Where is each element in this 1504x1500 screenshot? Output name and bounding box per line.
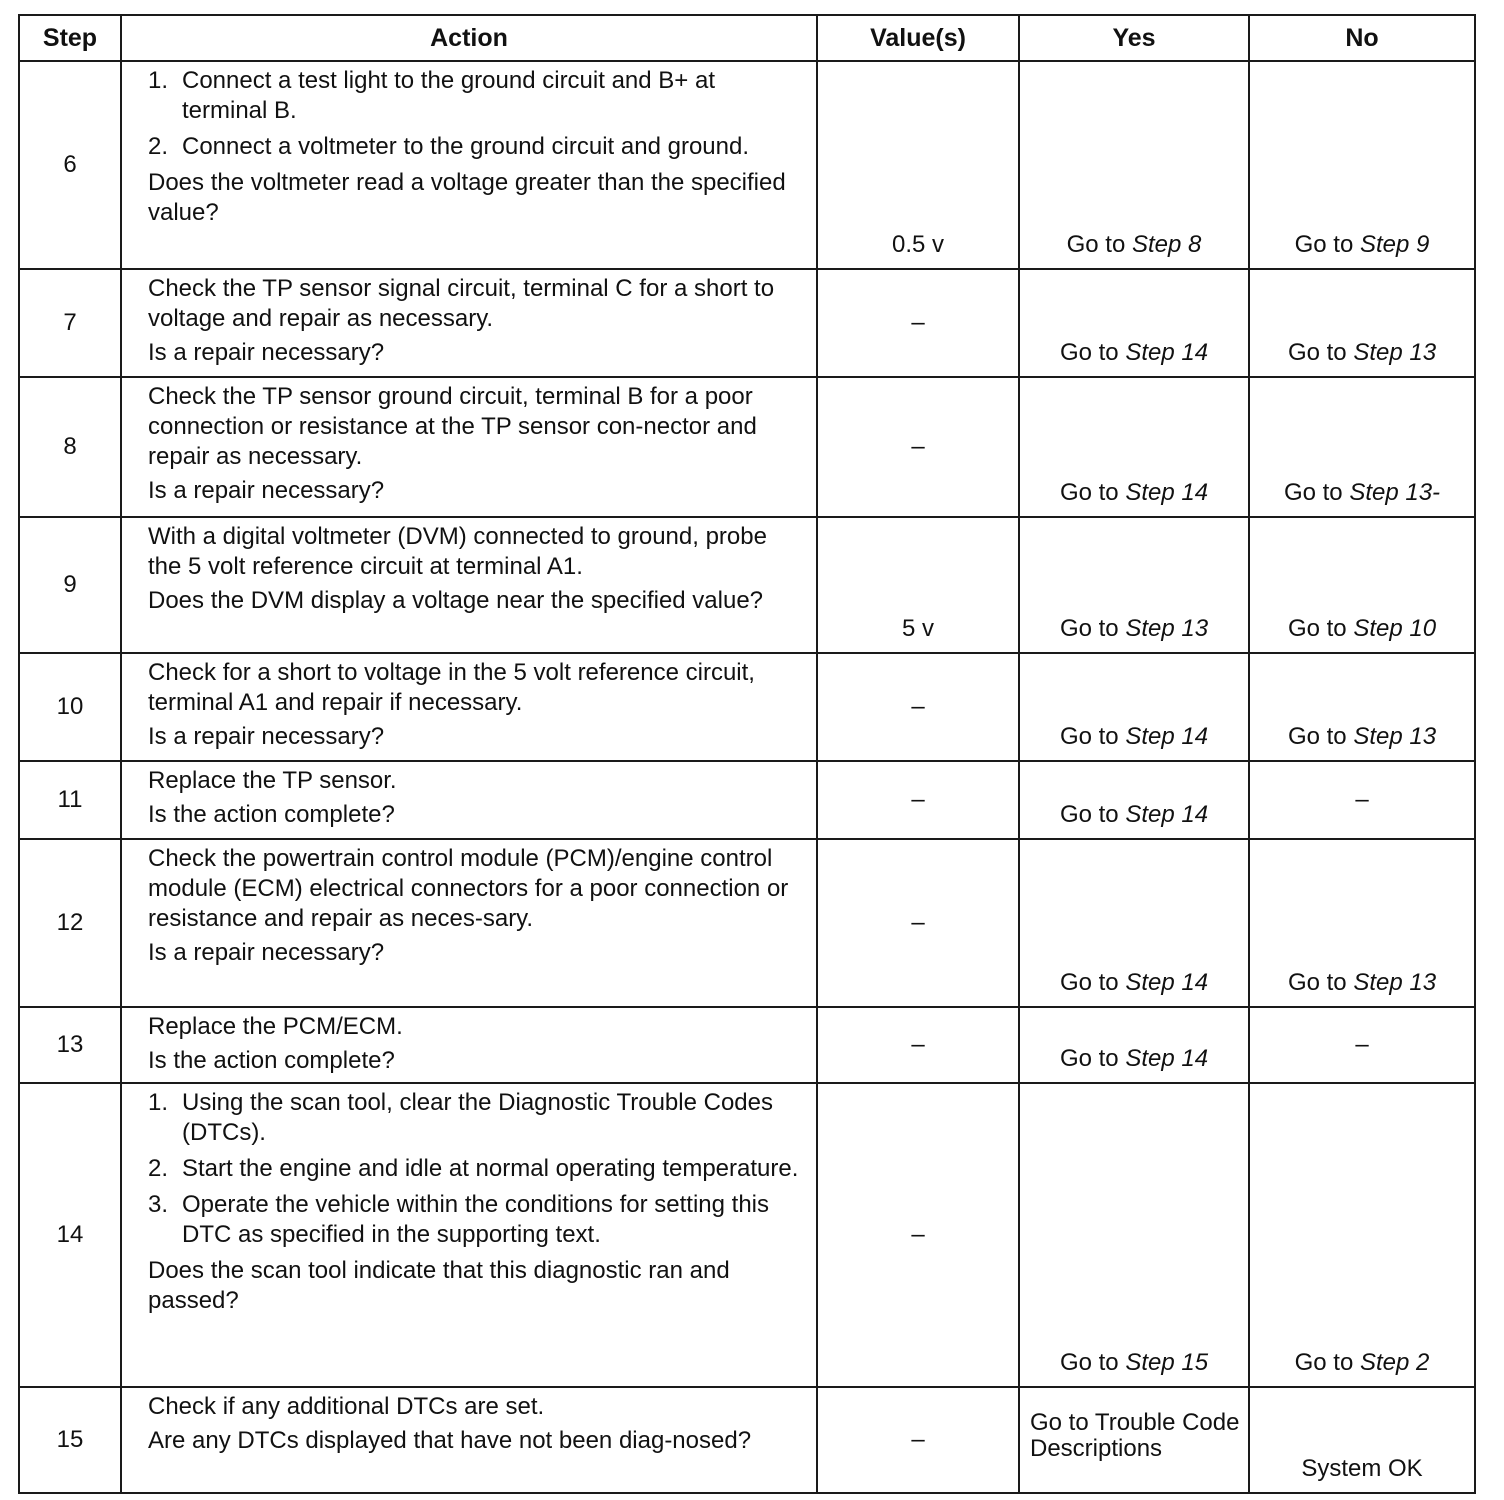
no-cell: Go to Step 13: [1249, 269, 1475, 377]
yes-cell: Go to Trouble Code Descriptions: [1019, 1387, 1249, 1493]
value-cell: –: [817, 377, 1019, 517]
header-step: Step: [19, 15, 121, 61]
no-cell: –: [1249, 1007, 1475, 1083]
action-cell: [121, 761, 817, 839]
list-item: 2. Connect a voltmeter to the ground circuit and ground.: [148, 133, 749, 160]
action-cell: [121, 517, 817, 653]
table-row: [19, 761, 1475, 839]
action-text: Check the TP sensor signal circuit, terminal C for a short to voltage and repair as necessary.: [148, 275, 775, 332]
no-cell: System OK: [1249, 1387, 1475, 1493]
yes-cell: Go to Step 8: [1019, 61, 1249, 269]
step-number: 12: [19, 839, 121, 1007]
yes-cell: Go to Step 14: [1019, 653, 1249, 761]
action-cell: [121, 653, 817, 761]
table-row: [19, 517, 1475, 653]
yes-cell: Go to Step 14: [1019, 761, 1249, 839]
table-row: [19, 377, 1475, 517]
list-item: 2. Start the engine and idle at normal operating temperature.: [148, 1155, 799, 1182]
step-number: 13: [19, 1007, 121, 1083]
list-item: 1. Connect a test light to the ground circuit and B+ at terminal B.: [148, 67, 715, 124]
action-question: Does the voltmeter read a voltage greater than the specified value?: [148, 169, 786, 226]
value-cell: 5 v: [817, 517, 1019, 653]
yes-cell: Go to Step 14: [1019, 1007, 1249, 1083]
table-row: [19, 839, 1475, 1007]
step-number: 6: [19, 61, 121, 269]
action-question: Is the action complete?: [148, 801, 395, 828]
action-question: Are any DTCs displayed that have not been diag-nosed?: [148, 1427, 752, 1454]
action-text: Replace the TP sensor.: [148, 767, 397, 794]
action-text: Check the powertrain control module (PCM)/engine control module (ECM) electrical connectors for a poor connection or resistance and repair as neces-sary.: [148, 845, 789, 932]
no-cell: Go to Step 2: [1249, 1083, 1475, 1387]
table-row: [19, 653, 1475, 761]
header-values: Value(s): [817, 15, 1019, 61]
value-cell: –: [817, 269, 1019, 377]
step-number: 8: [19, 377, 121, 517]
header-no: No: [1249, 15, 1475, 61]
value-cell: –: [817, 839, 1019, 1007]
value-cell: –: [817, 1387, 1019, 1493]
no-cell: Go to Step 9: [1249, 61, 1475, 269]
value-cell: 0.5 v: [817, 61, 1019, 269]
action-cell: [121, 1387, 817, 1493]
yes-cell: Go to Step 13: [1019, 517, 1249, 653]
no-cell: Go to Step 13: [1249, 653, 1475, 761]
action-cell: [121, 61, 817, 269]
action-cell: [121, 1083, 817, 1387]
step-number: 14: [19, 1083, 121, 1387]
table-row: [19, 1083, 1475, 1387]
table-row: [19, 1387, 1475, 1493]
value-cell: –: [817, 1083, 1019, 1387]
step-number: 11: [19, 761, 121, 839]
value-cell: –: [817, 653, 1019, 761]
yes-cell: Go to Step 15: [1019, 1083, 1249, 1387]
action-question: Does the DVM display a voltage near the specified value?: [148, 587, 764, 614]
action-question: Is a repair necessary?: [148, 939, 385, 966]
yes-cell: Go to Step 14: [1019, 377, 1249, 517]
action-list: [148, 66, 806, 162]
action-text: With a digital voltmeter (DVM) connected to ground, probe the 5 volt reference circuit at terminal A1.: [148, 523, 767, 580]
action-question: Is a repair necessary?: [148, 339, 385, 366]
step-number: 9: [19, 517, 121, 653]
action-question: Does the scan tool indicate that this diagnostic ran and passed?: [148, 1257, 730, 1314]
value-cell: –: [817, 761, 1019, 839]
action-cell: [121, 377, 817, 517]
diagnostic-table: [18, 14, 1476, 1494]
no-cell: Go to Step 13-: [1249, 377, 1475, 517]
table-row: [19, 269, 1475, 377]
yes-cell: Go to Step 14: [1019, 839, 1249, 1007]
action-question: Is the action complete?: [148, 1047, 395, 1074]
table-row: [19, 1007, 1475, 1083]
action-text: Check if any additional DTCs are set.: [148, 1393, 545, 1420]
yes-cell: Go to Step 14: [1019, 269, 1249, 377]
value-cell: –: [817, 1007, 1019, 1083]
action-list: [148, 1088, 806, 1250]
list-item: 1. Using the scan tool, clear the Diagnostic Trouble Codes (DTCs).: [148, 1089, 773, 1146]
action-question: Is a repair necessary?: [148, 477, 385, 504]
action-text: Check for a short to voltage in the 5 volt reference circuit, terminal A1 and repair if necessary.: [148, 659, 755, 716]
action-text: Check the TP sensor ground circuit, terminal B for a poor connection or resistance at the TP sensor con-nector and repair as necessary.: [148, 383, 757, 470]
step-number: 10: [19, 653, 121, 761]
no-cell: –: [1249, 761, 1475, 839]
list-item: 3. Operate the vehicle within the conditions for setting this DTC as specified in the supporting text.: [148, 1191, 769, 1248]
header-yes: Yes: [1019, 15, 1249, 61]
header-action: Action: [121, 15, 817, 61]
header-row: [19, 15, 1475, 61]
step-number: 15: [19, 1387, 121, 1493]
action-text: Replace the PCM/ECM.: [148, 1013, 403, 1040]
no-cell: Go to Step 13: [1249, 839, 1475, 1007]
action-cell: [121, 839, 817, 1007]
no-cell: Go to Step 10: [1249, 517, 1475, 653]
action-cell: [121, 269, 817, 377]
step-number: 7: [19, 269, 121, 377]
action-cell: [121, 1007, 817, 1083]
table-row: [19, 61, 1475, 269]
action-question: Is a repair necessary?: [148, 723, 385, 750]
